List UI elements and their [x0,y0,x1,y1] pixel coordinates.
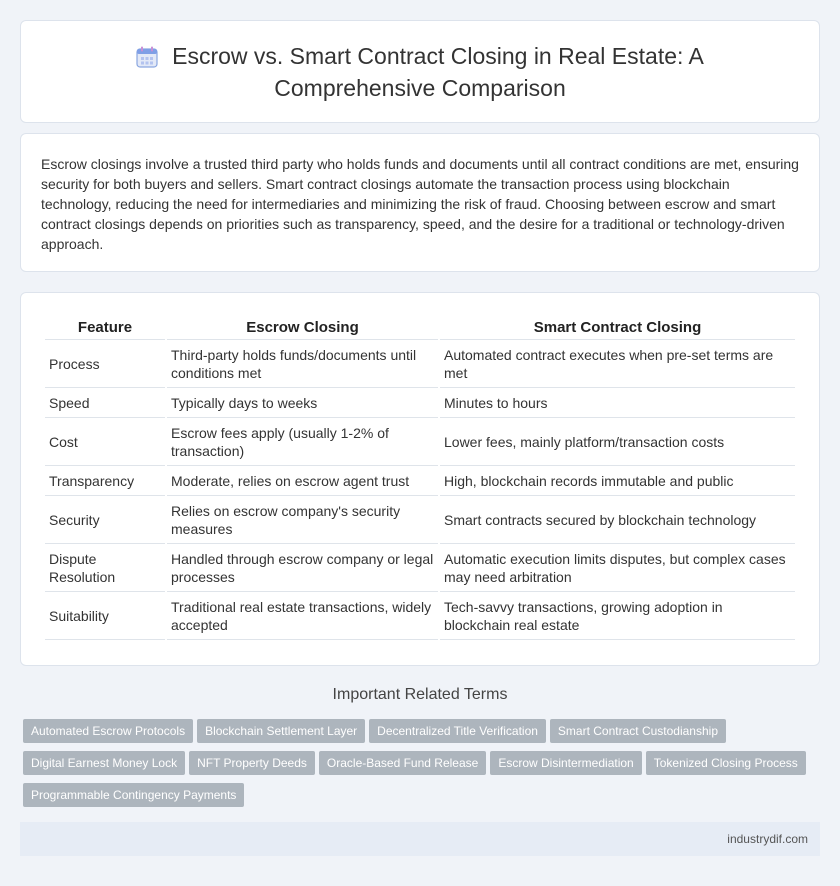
footer-site: industrydif.com [727,832,808,846]
row-smart: High, blockchain records immutable and public [440,466,795,496]
table-row [45,466,795,496]
row-escrow: Relies on escrow company's security measures [167,496,438,544]
row-smart: Tech-savvy transactions, growing adoption in blockchain real estate [440,592,795,640]
table-row [45,544,795,592]
row-escrow: Third-party holds funds/documents until conditions met [167,340,438,388]
header-escrow: Escrow Closing [167,313,438,340]
row-feature: Suitability [45,592,165,640]
table-row [45,388,795,418]
row-feature: Transparency [45,466,165,496]
tag-nft-property-deeds[interactable]: NFT Property Deeds [189,751,315,775]
tag-tokenized-closing-process[interactable]: Tokenized Closing Process [646,751,806,775]
footer [20,822,820,856]
row-escrow: Handled through escrow company or legal processes [167,544,438,592]
row-smart: Automatic execution limits disputes, but complex cases may need arbitration [440,544,795,592]
tag-decentralized-title-verification[interactable]: Decentralized Title Verification [369,719,546,743]
row-escrow: Traditional real estate transactions, widely accepted [167,592,438,640]
row-feature: Dispute Resolution [45,544,165,592]
table-row [45,592,795,640]
calendar-icon [136,46,158,74]
tag-automated-escrow-protocols[interactable]: Automated Escrow Protocols [23,719,193,743]
table-row [45,496,795,544]
row-smart: Lower fees, mainly platform/transaction costs [440,418,795,466]
intro-text: Escrow closings involve a trusted third party who holds funds and documents until all contract conditions are met, ensuring security for both buyers and sellers. Smart contract closings automate the transaction process using blockchain technology, reducing the need for intermediaries and minimizing the risk of fraud. Choosing between escrow and smart contract closings depends on priorities such as transparency, speed, and the desire for a traditional or technology-driven approach. [41,156,799,252]
row-feature: Process [45,340,165,388]
header-feature: Feature [45,313,165,340]
tag-blockchain-settlement-layer[interactable]: Blockchain Settlement Layer [197,719,365,743]
row-escrow: Moderate, relies on escrow agent trust [167,466,438,496]
page-title-wrap [100,42,740,102]
row-smart: Minutes to hours [440,388,795,418]
row-smart: Smart contracts secured by blockchain technology [440,496,795,544]
row-feature: Speed [45,388,165,418]
header-smart: Smart Contract Closing [440,313,795,340]
row-feature: Cost [45,418,165,466]
table-header-row [45,313,795,340]
table-row [45,418,795,466]
tag-escrow-disintermediation[interactable]: Escrow Disintermediation [490,751,641,775]
comparison-table [43,313,797,640]
tag-oracle-based-fund-release[interactable]: Oracle-Based Fund Release [319,751,486,775]
tag-digital-earnest-money-lock[interactable]: Digital Earnest Money Lock [23,751,185,775]
tag-smart-contract-custodianship[interactable]: Smart Contract Custodianship [550,719,726,743]
page-title: Escrow vs. Smart Contract Closing in Real Estate: A Comprehensive Comparison [172,42,704,101]
intro-card [20,133,820,272]
row-feature: Security [45,496,165,544]
header-card [20,20,820,123]
tag-programmable-contingency-payments[interactable]: Programmable Contingency Payments [23,783,244,807]
table-row [45,340,795,388]
row-smart: Automated contract executes when pre-set terms are met [440,340,795,388]
row-escrow: Escrow fees apply (usually 1-2% of transaction) [167,418,438,466]
related-terms-title: Important Related Terms [332,686,508,703]
related-terms-tags [23,719,823,815]
comparison-card [20,292,820,666]
row-escrow: Typically days to weeks [167,388,438,418]
